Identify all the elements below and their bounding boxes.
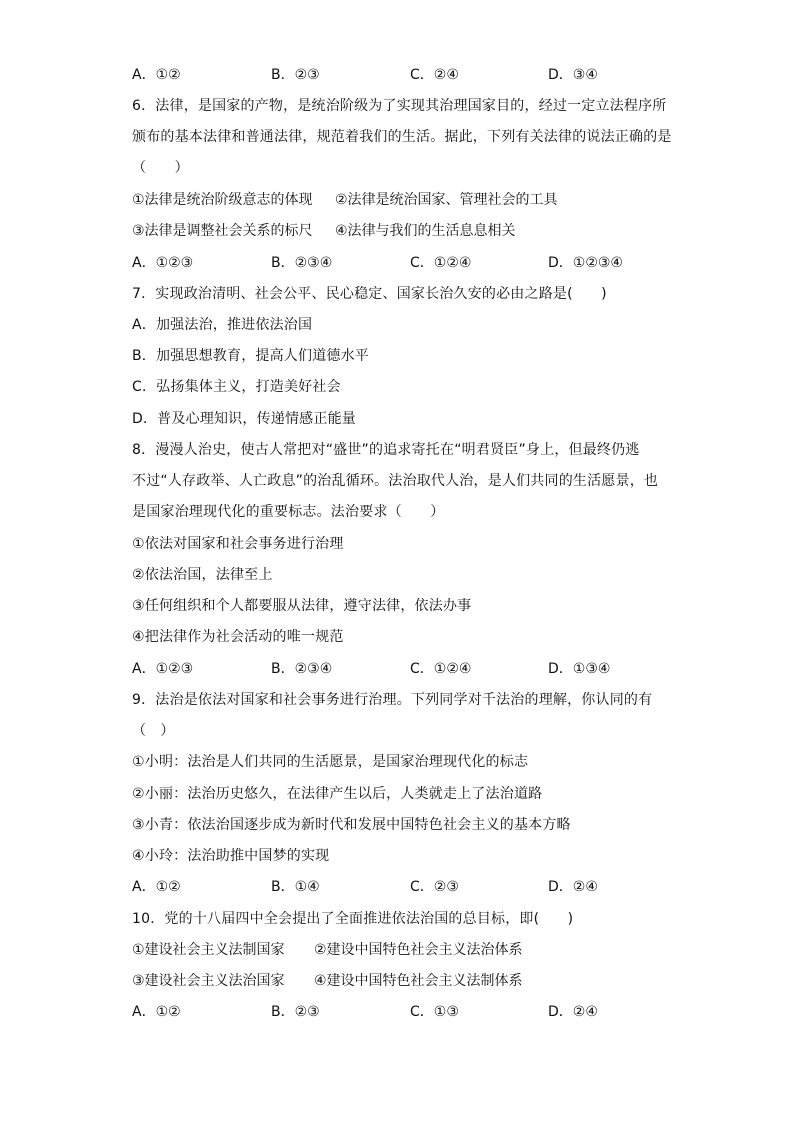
q9-option-c[interactable]: C．②③ <box>410 879 459 895</box>
q7-option-b[interactable]: B．加强思想教育，提高人们道德水平 <box>132 348 370 364</box>
q10-item: ②建设中国特色社会主义法治体系 <box>314 942 523 958</box>
q8-item: ③任何组织和个人都要服从法律，遵守法律，依法办事 <box>132 598 472 614</box>
q9-item: ②小丽：法治历史悠久，在法律产生以后，人类就走上了法治道路 <box>132 786 543 802</box>
q10-option-a[interactable]: A．①② <box>132 1004 181 1020</box>
q6-stem-line: （ ） <box>132 160 189 176</box>
q9-options <box>132 878 672 896</box>
q9-item: ③小青：依法治国逐步成为新时代和发展中国特色社会主义的基本方略 <box>132 817 571 833</box>
q6-options <box>132 254 672 272</box>
q10-item: ④建设中国特色社会主义法制体系 <box>314 973 523 989</box>
q6-option-a[interactable]: A．①②③ <box>132 255 194 271</box>
q9-item: ①小明：法治是人们共同的生活愿景，是国家治理现代化的标志 <box>132 754 529 770</box>
q9-option-b[interactable]: B．①④ <box>271 879 320 895</box>
q5-option-c[interactable]: C．②④ <box>410 67 459 83</box>
q9-stem-line: （ ） <box>132 723 175 739</box>
q5-option-b[interactable]: B．②③ <box>271 67 320 83</box>
q10-option-b[interactable]: B．②③ <box>271 1004 320 1020</box>
q10-option-c[interactable]: C．①③ <box>410 1004 459 1020</box>
q6-items-row <box>132 191 672 209</box>
q6-option-c[interactable]: C．①②④ <box>410 255 472 271</box>
q10-items-row <box>132 972 672 990</box>
q10-item: ③建设社会主义法治国家 <box>132 973 285 989</box>
q9-item: ④小玲：法治助推中国梦的实现 <box>132 848 330 864</box>
q8-item: ②依法治国，法律至上 <box>132 567 273 583</box>
q8-stem-line: 是国家治理现代化的重要标志。法治要求（ ） <box>132 504 445 520</box>
q5-option-a[interactable]: A．①② <box>132 67 181 83</box>
q8-option-a[interactable]: A．①②③ <box>132 661 194 677</box>
q6-option-d[interactable]: D．①②③④ <box>548 255 623 271</box>
q10-items-row <box>132 941 672 959</box>
q6-option-b[interactable]: B．②③④ <box>271 255 333 271</box>
q6-stem-line: 6．法律，是国家的产物，是统治阶级为了实现其治理国家目的，经过一定立法程序所 <box>132 98 667 114</box>
q8-options <box>132 660 672 678</box>
q7-option-a[interactable]: A．加强法治，推进依法治国 <box>132 317 313 333</box>
q8-option-b[interactable]: B．②③④ <box>271 661 333 677</box>
q6-item: ②法律是统治国家、管理社会的工具 <box>335 192 558 208</box>
q7-option-d[interactable]: D．普及心理知识，传递情感正能量 <box>132 411 356 427</box>
q6-stem-line: 颁布的基本法律和普通法律，规范着我们的生活。据此，下列有关法律的说法正确的是 <box>132 129 672 145</box>
q9-option-d[interactable]: D．②④ <box>548 879 598 895</box>
q6-item: ④法律与我们的生活息息相关 <box>335 223 516 239</box>
q8-item: ④把法律作为社会活动的唯一规范 <box>132 629 344 645</box>
q8-stem-line: 不过“人存政举、人亡政息”的治乱循环。法治取代人治，是人们共同的生活愿景，也 <box>132 473 659 489</box>
q7-stem: 7．实现政治清明、社会公平、民心稳定、国家长治久安的必由之路是( ) <box>132 286 607 302</box>
q9-option-a[interactable]: A．①② <box>132 879 181 895</box>
q9-stem-line: 9．法治是依法对国家和社会事务进行治理。下列同学对千法治的理解，你认同的有 <box>132 692 653 708</box>
q10-item: ①建设社会主义法制国家 <box>132 942 285 958</box>
q8-option-c[interactable]: C．①②④ <box>410 661 472 677</box>
q5-option-d[interactable]: D．③④ <box>548 67 598 83</box>
q6-item: ③法律是调整社会关系的标尺 <box>132 223 313 239</box>
q6-items-row <box>132 222 672 240</box>
q8-item: ①依法对国家和社会事务进行治理 <box>132 536 344 552</box>
q8-stem-line: 8．漫漫人治史，使古人常把对“盛世”的追求寄托在“明君贤臣”身上，但最终仍逃 <box>132 442 640 458</box>
q10-stem: 10．党的十八届四中全会提出了全面推进依法治国的总目标，即( ) <box>132 911 574 927</box>
q5-options <box>132 66 672 84</box>
q8-option-d[interactable]: D．①③④ <box>548 661 611 677</box>
q6-item: ①法律是统治阶级意志的体现 <box>132 192 313 208</box>
q10-option-d[interactable]: D．②④ <box>548 1004 598 1020</box>
q7-option-c[interactable]: C．弘扬集体主义，打造美好社会 <box>132 379 341 395</box>
q10-options <box>132 1003 672 1021</box>
